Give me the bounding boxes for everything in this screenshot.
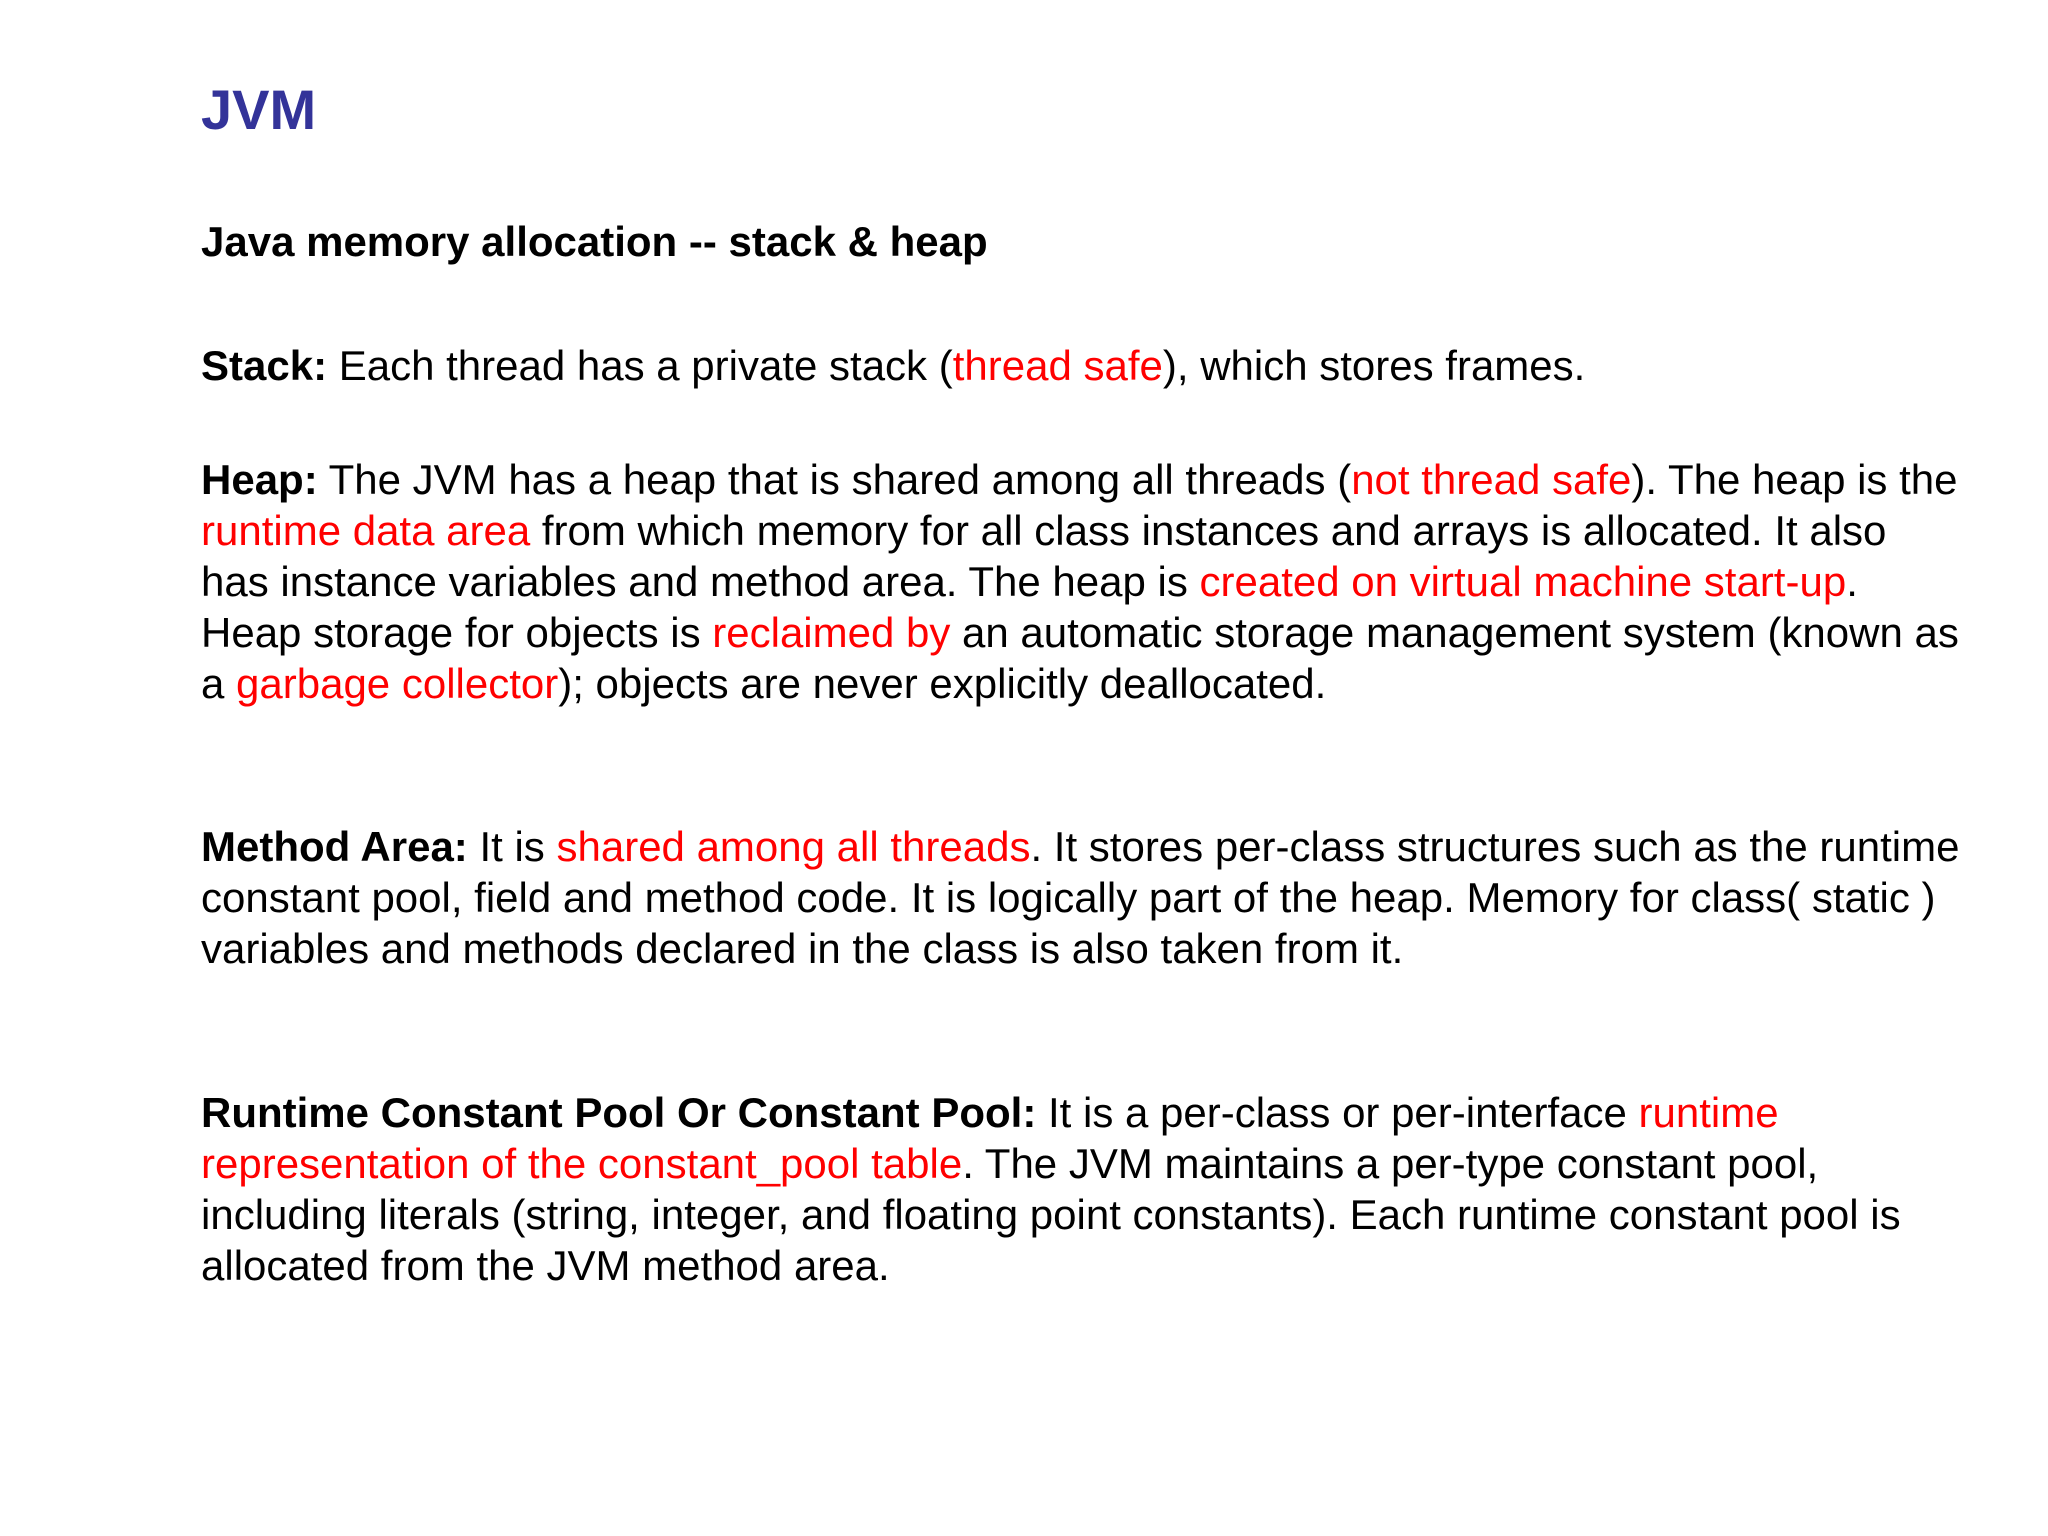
stack-highlight: thread safe <box>952 342 1163 389</box>
constant-pool-highlight: runtime representation of the constant_pool table <box>201 1089 1779 1187</box>
heap-text: The JVM has a heap that is shared among all threads ( <box>317 456 1352 503</box>
method-area-text: It is <box>467 823 557 870</box>
heap-text: from which memory for all class instances and arrays is allocated. It also has instance variables and method area. The heap is <box>201 507 1887 605</box>
heap-highlight: garbage collector <box>236 660 559 707</box>
stack-term: Stack: <box>201 342 328 389</box>
heap-highlight: runtime data area <box>201 507 531 554</box>
stack-paragraph <box>201 340 1961 391</box>
heap-text: . Heap storage for objects is <box>201 558 1858 656</box>
slide-subtitle: Java memory allocation -- stack & heap <box>201 218 988 265</box>
method-area-highlight: shared among all threads <box>556 823 1031 870</box>
heap-term: Heap: <box>201 456 318 503</box>
heap-text: ). The heap is the <box>1631 456 1958 503</box>
heap-text: ); objects are never explicitly deallocated. <box>558 660 1327 707</box>
constant-pool-term: Runtime Constant Pool Or Constant Pool: <box>201 1089 1037 1136</box>
heap-text: an automatic storage management system (known as a <box>201 609 1959 707</box>
constant-pool-paragraph <box>201 1087 1961 1291</box>
heap-highlight: not thread safe <box>1351 456 1632 503</box>
heap-highlight: created on virtual machine start-up <box>1199 558 1847 605</box>
method-area-term: Method Area: <box>201 823 468 870</box>
constant-pool-text: . The JVM maintains a per-type constant pool, including literals (string, integer, and floating point constants). Each runtime constant pool is allocated from the JVM method area. <box>201 1140 1901 1289</box>
slide-title: JVM <box>201 78 317 141</box>
stack-text: ), which stores frames. <box>1162 342 1586 389</box>
heap-paragraph <box>201 454 1961 709</box>
heap-highlight: reclaimed by <box>712 609 951 656</box>
stack-text: Each thread has a private stack ( <box>327 342 953 389</box>
method-area-paragraph <box>201 821 1961 974</box>
constant-pool-text: It is a per-class or per-interface <box>1036 1089 1639 1136</box>
method-area-text: . It stores per-class structures such as the runtime constant pool, field and method code. It is logically part of the heap. Memory for class( static ) variables and methods declared in the class is also taken from it. <box>201 823 1960 972</box>
